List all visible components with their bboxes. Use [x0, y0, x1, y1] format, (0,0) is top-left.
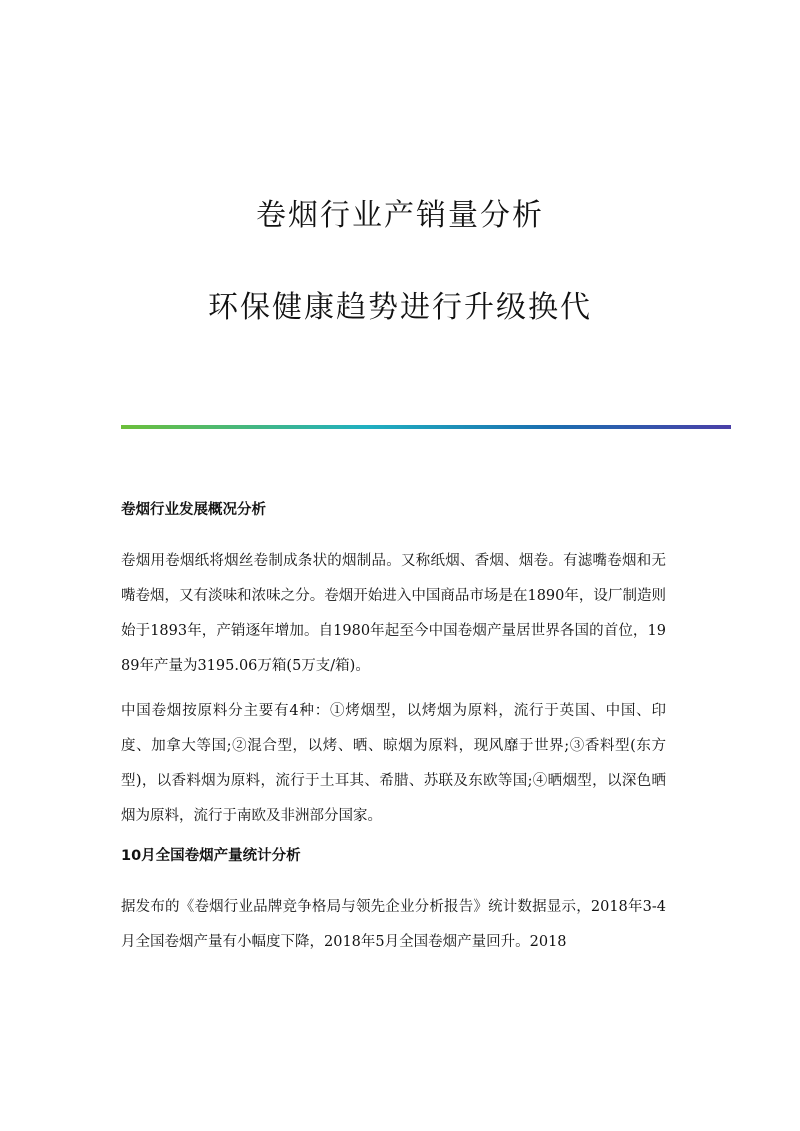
- paragraph-types: 中国卷烟按原料分主要有4种：①烤烟型，以烤烟为原料，流行于英国、中国、印度、加拿大等国;②混合型，以烤、晒、晾烟为原料，现风靡于世界;③香料型(东方型)，以香料烟为原料，流行于土耳其、希腊、苏联及东欧等国;④晒烟型，以深色晒烟为原料，流行于南欧及非洲部分国家。: [121, 703, 666, 824]
- gradient-divider: [121, 425, 731, 429]
- paragraph-statistics: 据发布的《卷烟行业品牌竞争格局与领先企业分析报告》统计数据显示，2018年3-4月全国卷烟产量有小幅度下降，2018年5月全国卷烟产量回升。2018: [121, 899, 666, 950]
- section-heading-statistics: 10月全国卷烟产量统计分析: [121, 848, 301, 864]
- paragraph-definition: 卷烟用卷烟纸将烟丝卷制成条状的烟制品。又称纸烟、香烟、烟卷。有滤嘴卷烟和无嘴卷烟，又有淡味和浓味之分。卷烟开始进入中国商品市场是在1890年，设厂制造则始于1893年，产销逐年增加。自1980年起至今中国卷烟产量居世界各国的首位，1989年产量为3195.06万箱(5万支/箱)。: [121, 553, 666, 674]
- document-title: 卷烟行业产销量分析: [256, 198, 544, 233]
- document-body: [121, 498, 666, 970]
- document-subtitle: 环保健康趋势进行升级换代: [208, 290, 592, 325]
- section-heading-overview: 卷烟行业发展概况分析: [121, 502, 266, 518]
